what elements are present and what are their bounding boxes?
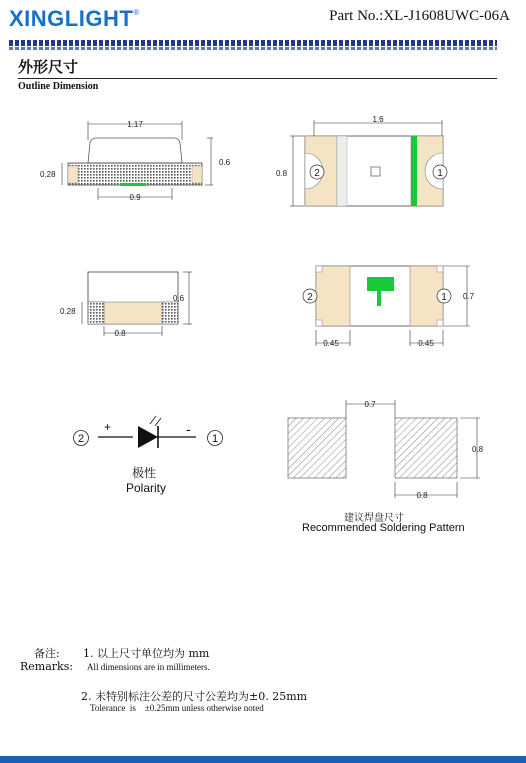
side-view-right-terminal <box>192 166 202 183</box>
dim-side-width: 1.17 <box>127 120 143 129</box>
dim-top-width: 1.6 <box>372 115 384 124</box>
dim-pattern-width: 0.8 <box>416 491 428 500</box>
end-view-right-terminal <box>162 302 178 324</box>
polarity-caption-en: Polarity <box>126 481 167 495</box>
part-number: Part No.:XL-J1608UWC-06A <box>329 8 510 24</box>
dim-end-width: 0.8 <box>114 329 126 338</box>
dim-side-bottom: 0.9 <box>129 193 141 202</box>
dim-pattern-height: 0.8 <box>472 445 484 454</box>
dim-pattern-gap: 0.7 <box>364 400 376 409</box>
polarity-caption-cn: 极性 <box>132 466 157 480</box>
section-title-en: Outline Dimension <box>18 81 99 92</box>
polarity-symbol <box>74 416 223 448</box>
side-view-dome <box>88 138 182 163</box>
soldering-caption-en: Recommended Soldering Pattern <box>302 522 465 534</box>
top-view-chip <box>371 167 380 176</box>
bottom-view-pin2-label: 2 <box>307 292 313 303</box>
dim-end-height: 0.6 <box>173 294 185 303</box>
dim-bottom-height: 0.7 <box>463 292 475 301</box>
dim-bottom-pad-left: 0.45 <box>323 339 339 348</box>
side-view-base <box>68 163 202 185</box>
footer-bar <box>0 756 526 763</box>
remarks-label-en: Remarks: <box>20 660 74 673</box>
polarity-pin2-label: 2 <box>77 433 85 445</box>
soldering-caption-cn: 建议焊盘尺寸 <box>344 513 404 524</box>
dim-end-base: 0.28 <box>60 307 76 316</box>
diode-triangle-icon <box>138 426 158 448</box>
top-view-pin2-label: 2 <box>314 168 320 179</box>
top-view <box>276 115 447 206</box>
remark-1-cn: 1. 以上尺寸单位均为 mm <box>83 647 210 660</box>
dim-side-base: 0.28 <box>40 170 56 179</box>
light-emission-icon <box>150 416 156 424</box>
remark-1-en: All dimensions are in millimeters. <box>87 662 210 672</box>
remarks-label-cn: 备注: <box>34 647 60 660</box>
dim-bottom-pad-right: 0.45 <box>418 339 434 348</box>
end-view-left-terminal <box>88 302 104 324</box>
remark-2-cn: 2. 未特别标注公差的尺寸公差均为±0. 25mm <box>81 690 308 703</box>
side-view <box>40 120 231 202</box>
side-view-led-chip <box>120 183 146 186</box>
top-view-cathode-mark <box>411 136 417 206</box>
bottom-view-left-pad <box>316 266 350 326</box>
cathode-minus-sign: - <box>186 421 191 437</box>
polarity-pin1-label: 1 <box>211 433 219 445</box>
soldering-pattern <box>288 400 484 500</box>
dim-side-height: 0.6 <box>219 158 231 167</box>
bottom-view-pin1-label: 1 <box>441 292 447 303</box>
top-view-pin1-label: 1 <box>437 168 443 179</box>
end-view <box>60 272 192 338</box>
remark-2-en: Tolerance is ±0.25mm unless otherwise noted <box>90 703 264 713</box>
brand-name: XINGLIGHT <box>9 6 134 31</box>
solder-pad-left <box>288 418 346 478</box>
dim-top-height: 0.8 <box>276 169 288 178</box>
section-title-cn: 外形尺寸 <box>18 58 79 76</box>
trademark-symbol: ® <box>133 8 140 17</box>
side-view-left-terminal <box>68 166 78 183</box>
anode-plus-sign: + <box>104 420 112 434</box>
solder-pad-right <box>395 418 457 478</box>
bottom-view <box>303 266 475 348</box>
